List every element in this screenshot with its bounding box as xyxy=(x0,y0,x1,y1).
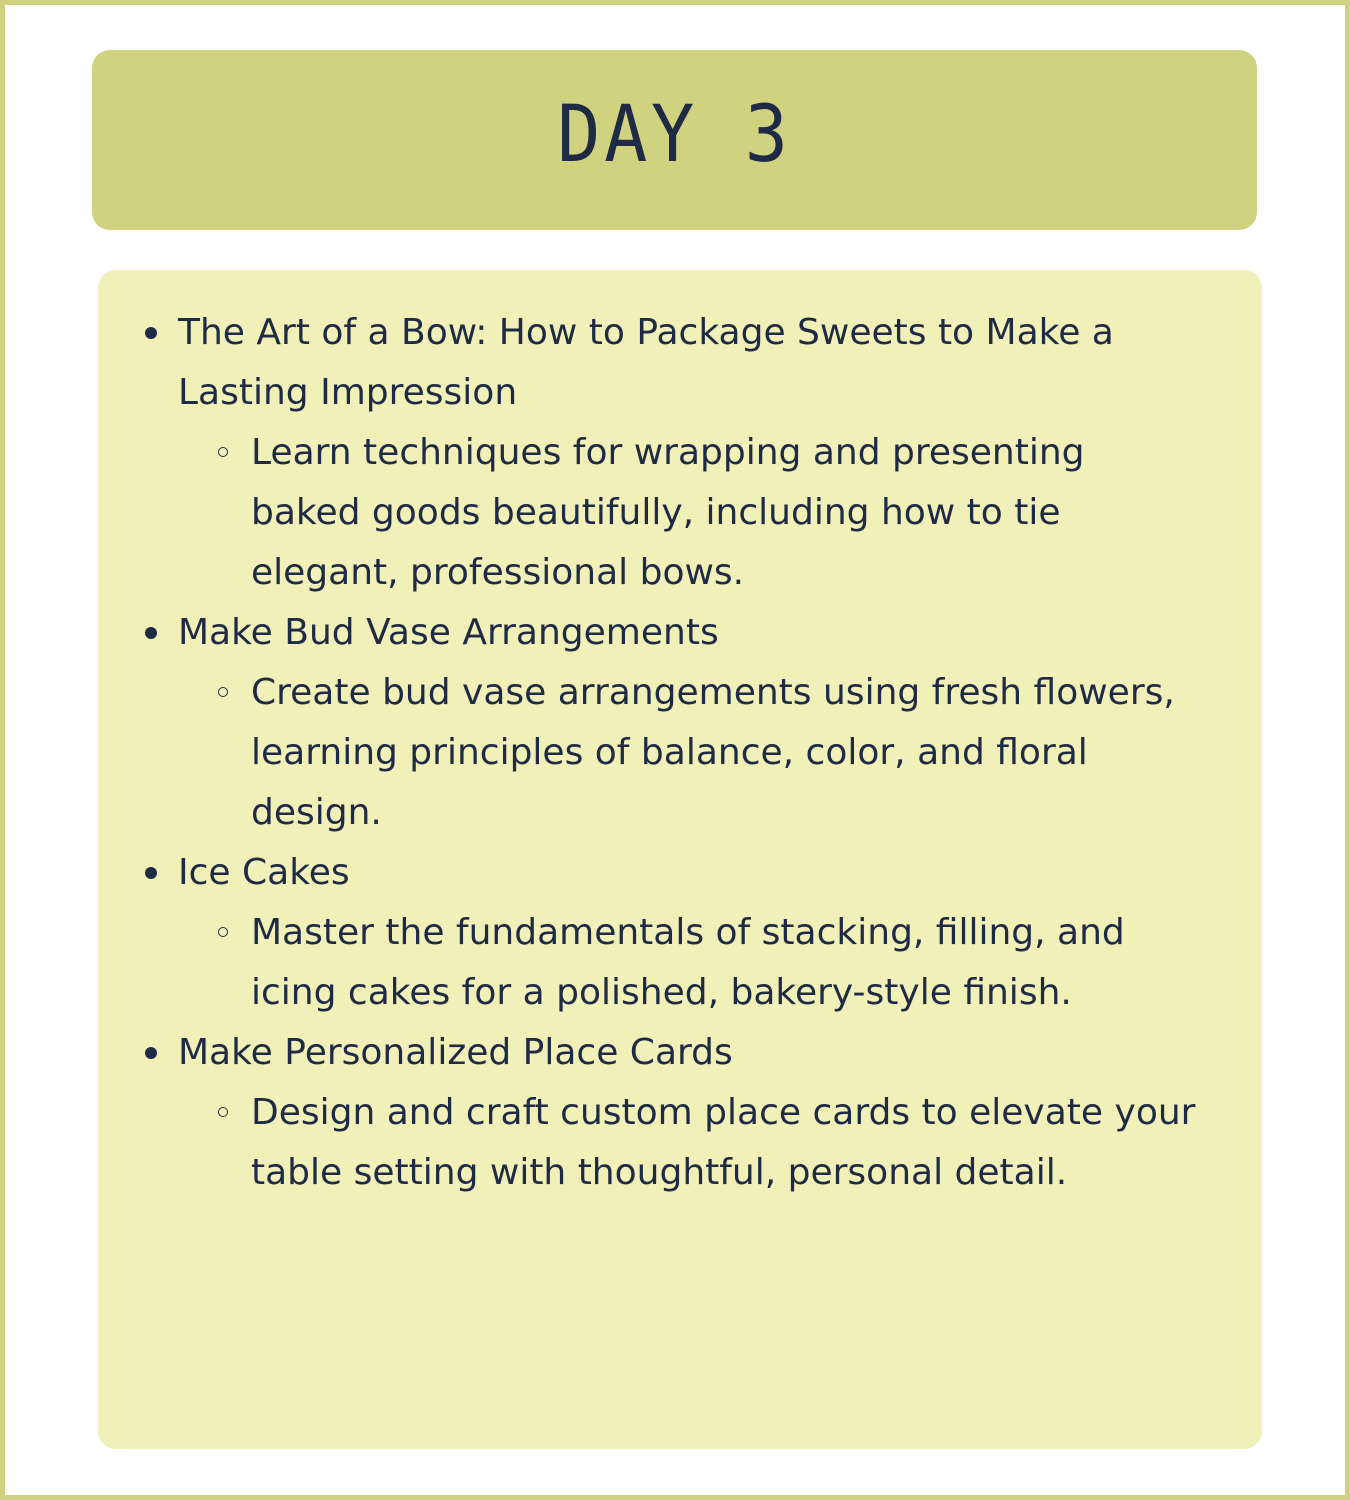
bullet-dot-icon xyxy=(145,1047,157,1059)
topic-item xyxy=(138,843,1202,1023)
topic-details xyxy=(178,663,1202,843)
topic-detail-item xyxy=(178,1083,1202,1203)
topic-list xyxy=(138,303,1202,1203)
day-header xyxy=(92,50,1257,230)
topic-detail-text: Create bud vase arrangements using fresh flowers, learning principles of balance, color, and floral design. xyxy=(251,672,1175,833)
topic-item xyxy=(138,303,1202,603)
topic-details xyxy=(178,423,1202,603)
topic-detail-item xyxy=(178,903,1202,1023)
topic-title: Ice Cakes xyxy=(178,852,350,893)
topic-detail-text: Master the fundamentals of stacking, filling, and icing cakes for a polished, bakery-style finish. xyxy=(251,912,1125,1013)
bullet-circle-icon xyxy=(218,1107,228,1117)
day-title: DAY 3 xyxy=(557,90,792,180)
bullet-circle-icon xyxy=(218,927,228,937)
topic-item xyxy=(138,1023,1202,1203)
bullet-circle-icon xyxy=(218,447,228,457)
topic-title: Make Personalized Place Cards xyxy=(178,1032,733,1073)
bullet-dot-icon xyxy=(145,327,157,339)
topic-detail-item xyxy=(178,663,1202,843)
topic-detail-text: Design and craft custom place cards to elevate your table setting with thoughtful, personal detail. xyxy=(251,1092,1196,1193)
topic-details xyxy=(178,1083,1202,1203)
agenda-panel xyxy=(98,270,1262,1449)
topic-detail-text: Learn techniques for wrapping and presenting baked goods beautifully, including how to tie elegant, professional bows. xyxy=(251,432,1085,593)
topic-item xyxy=(138,603,1202,843)
topic-details xyxy=(178,903,1202,1023)
bullet-circle-icon xyxy=(218,687,228,697)
topic-title: Make Bud Vase Arrangements xyxy=(178,612,719,653)
bullet-dot-icon xyxy=(145,867,157,879)
topic-title: The Art of a Bow: How to Package Sweets to Make a Lasting Impression xyxy=(178,312,1114,413)
bullet-dot-icon xyxy=(145,627,157,639)
topic-detail-item xyxy=(178,423,1202,603)
